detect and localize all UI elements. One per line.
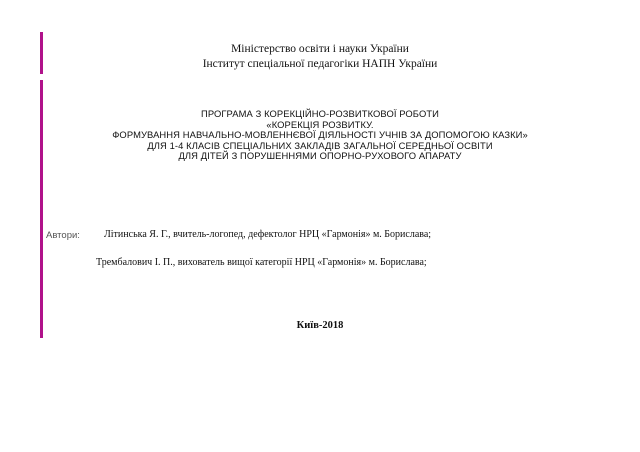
program-title-line: ПРОГРАМА З КОРЕКЦІЙНО-РОЗВИТКОВОЇ РОБОТИ bbox=[201, 108, 439, 119]
program-title-line: ДЛЯ 1-4 КЛАСІВ СПЕЦІАЛЬНИХ ЗАКЛАДІВ ЗАГАЛЬНОЇ СЕРЕДНЬОЇ ОСВІТИ bbox=[147, 139, 493, 151]
program-title-line: «КОРЕКЦІЯ РОЗВИТКУ. bbox=[266, 118, 374, 130]
author-1: Літинська Я. Г., вчитель-логопед, дефектолог НРЦ «Гармонія» м. Борислава; bbox=[104, 229, 432, 240]
program-title bbox=[40, 109, 600, 162]
city-year: Київ-2018 bbox=[296, 320, 344, 331]
institute-name: Інститут спеціальної педагогіки НАПН України bbox=[202, 58, 438, 70]
ministry-name: Міністерство освіти і науки України bbox=[231, 43, 409, 55]
authors-label: Автори: bbox=[46, 230, 80, 241]
ministry-header bbox=[120, 42, 520, 72]
author-2: Трембалович І. П., вихователь вищої категорії НРЦ «Гармонія» м. Борислава; bbox=[96, 257, 427, 268]
program-title-line: ФОРМУВАННЯ НАВЧАЛЬНО-МОВЛЕННЄВОЇ ДІЯЛЬНОСТІ УЧНІВ ЗА ДОПОМОГОЮ КАЗКИ» bbox=[112, 129, 528, 141]
program-title-line: ДЛЯ ДІТЕЙ З ПОРУШЕННЯМИ ОПОРНО-РУХОВОГО АПАРАТУ bbox=[178, 150, 462, 162]
accent-bar-gap bbox=[40, 74, 43, 80]
